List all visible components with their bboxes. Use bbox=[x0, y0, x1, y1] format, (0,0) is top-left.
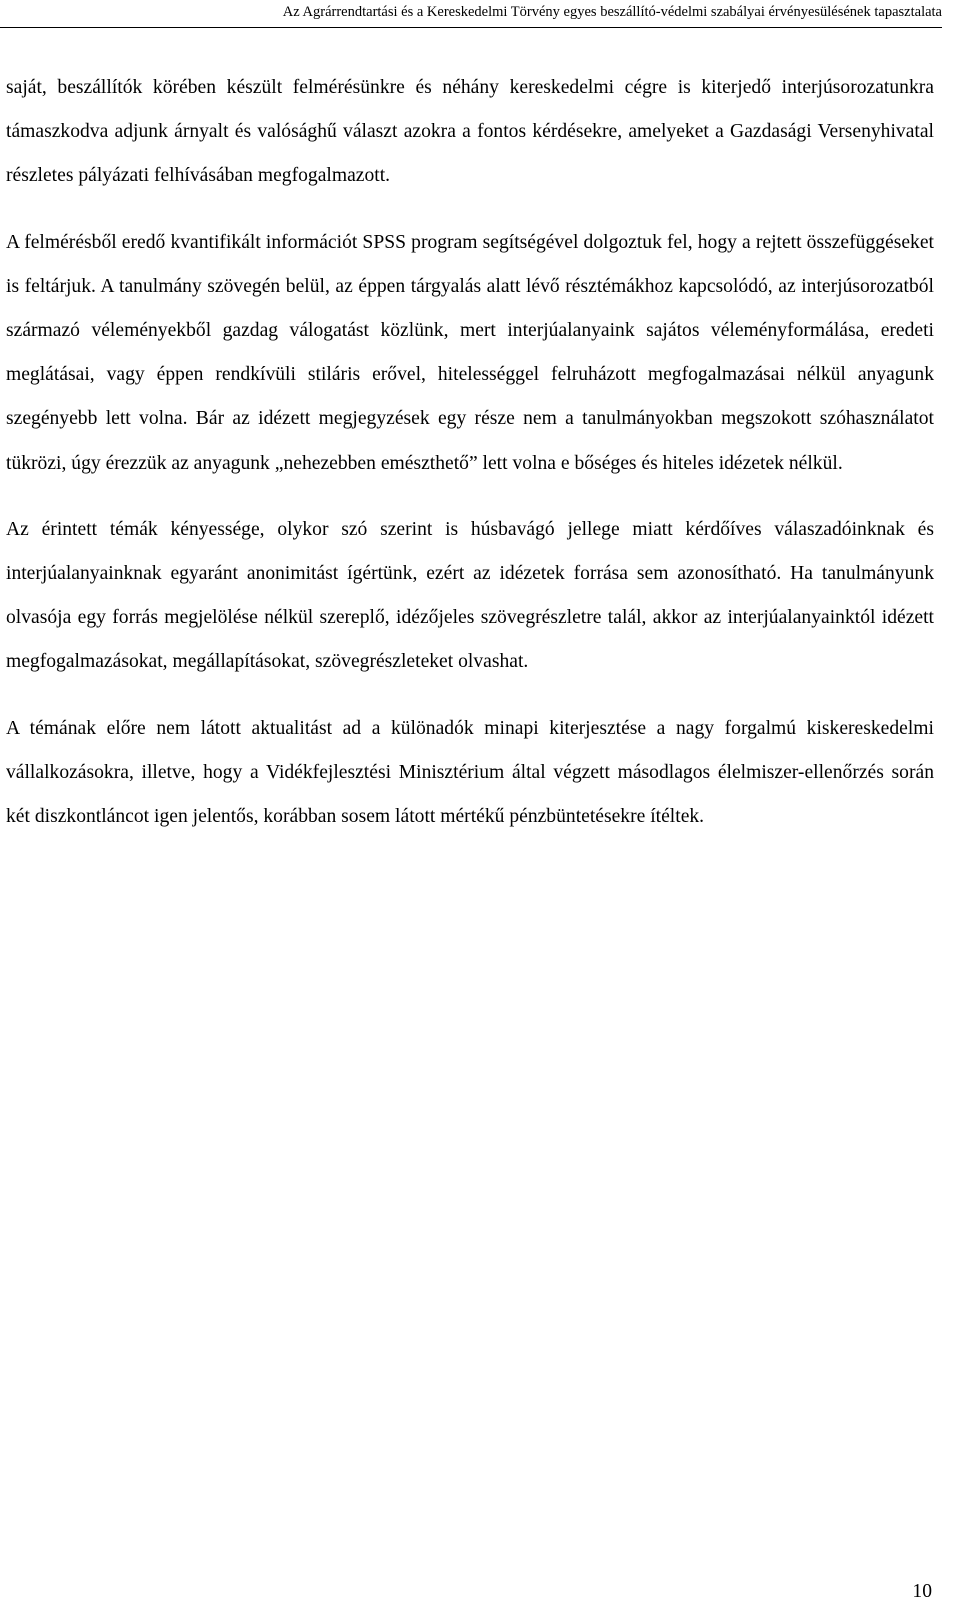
page-number: 10 bbox=[912, 1581, 932, 1602]
paragraph-1: saját, beszállítók körében készült felmérésünkre és néhány kereskedelmi cégre is kiterjedő interjúsorozatunkra támaszkodva adjunk árnyalt és valósághű választ azokra a fontos kérdésekre, amelyeket a Gazdasági Versenyhivatal részletes pályázati felhívásában megfogalmazott. bbox=[6, 77, 934, 187]
paragraph-3: Az érintett témák kényessége, olykor szó szerint is húsbavágó jellege miatt kérdőíves válaszadóinknak és interjúalanyainknak egyaránt anonimitást ígértünk, ezért az idézetek forrása sem azonosítható. Ha tanulmányunk olvasója egy forrás megjelölése nélkül szereplő, idézőjeles szövegrészletre talál, akkor az interjúalanyainktól idézett megfogalmazásokat, megállapításokat, szövegrészleteket olvashat. bbox=[6, 518, 934, 673]
document-body bbox=[6, 66, 934, 861]
header-divider bbox=[0, 27, 942, 28]
paragraph-2: A felmérésből eredő kvantifikált információt SPSS program segítségével dolgoztuk fel, hogy a rejtett összefüggéseket is feltárjuk. A tanulmány szövegén belül, az éppen tárgyalás alatt lévő résztémákhoz kapcsolódó, az interjúsorozatból származó véleményekből gazdag válogatást közlünk, mert interjúalanyaink sajátos véleményformálása, eredeti meglátásai, vagy éppen rendkívüli stiláris erővel, hitelességgel felruházott megfogalmazásai nélkül anyagunk szegényebb lett volna. Bár az idézett megjegyzések egy része nem a tanulmányokban megszokott szóhasználatot tükrözi, úgy érezzük az anyagunk „nehezebben emészthető” lett volna e bőséges és hiteles idézetek nélkül. bbox=[6, 231, 934, 474]
paragraph-4: A témának előre nem látott aktualitást ad a különadók minapi kiterjesztése a nagy forgalmú kiskereskedelmi vállalkozásokra, illetve, hogy a Vidékfejlesztési Minisztérium által végzett másodlagos élelmiszer-ellenőrzés során két diszkontláncot igen jelentős, korábban sosem látott mértékű pénzbüntetésekre ítéltek. bbox=[6, 717, 934, 828]
running-header-title: Az Agrárrendtartási és a Kereskedelmi Törvény egyes beszállító-védelmi szabályai érvényesülésének tapasztalata bbox=[282, 4, 942, 20]
